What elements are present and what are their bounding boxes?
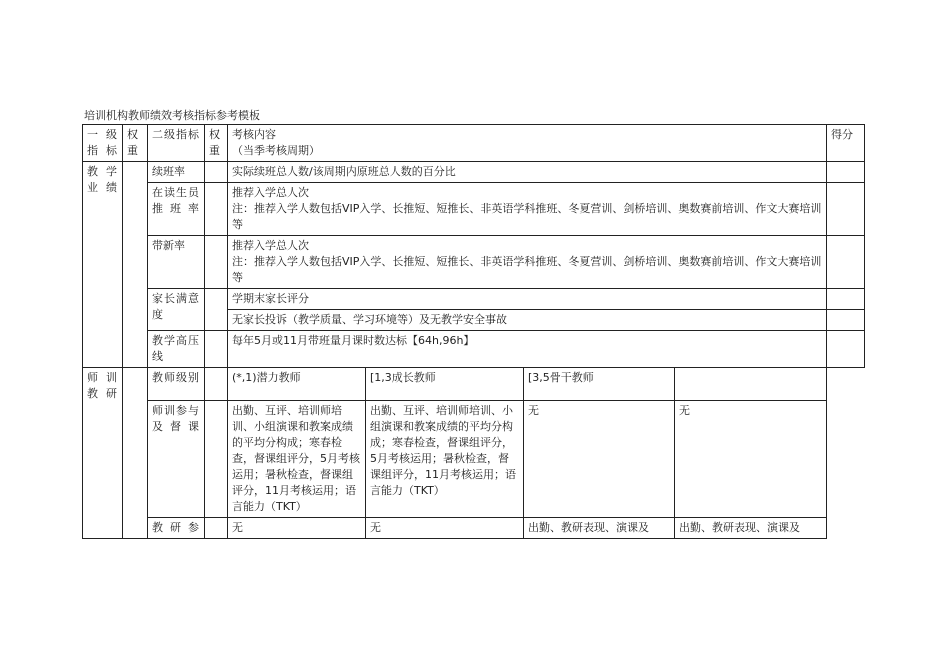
- content-line: 推荐入学总人次: [232, 239, 309, 252]
- teaching-score-2: [827, 236, 865, 289]
- training-research-row: [83, 518, 865, 539]
- research-col-0: 无: [228, 518, 366, 539]
- teaching-row-3a: [83, 289, 865, 310]
- training-score: [827, 368, 865, 539]
- teaching-name-4: 教学高压线: [148, 331, 205, 368]
- research-col-3: 出勤、教研表现、演课及: [675, 518, 827, 539]
- training-participation-row: [83, 401, 865, 518]
- teaching-content-0: [228, 162, 827, 183]
- header-weight2: 权重: [205, 125, 228, 162]
- teaching-row-2: [83, 236, 865, 289]
- teaching-weight-0: [205, 162, 228, 183]
- teaching-weight-1: [205, 183, 228, 236]
- participation-col-2: 无: [524, 401, 675, 518]
- header-score: 得分: [827, 125, 865, 162]
- header-content-sub: （当季考核周期）: [232, 144, 320, 157]
- teaching-name-2: 带新率: [148, 236, 205, 289]
- training-level1: 师训教研: [83, 368, 123, 539]
- teaching-content-3b: [228, 310, 827, 331]
- level-col-3: [675, 368, 827, 401]
- participation-col-3: 无: [675, 401, 827, 518]
- training-level-weight: [205, 368, 228, 401]
- content-line: 实际续班总人数/该周期内原班总人数的百分比: [232, 165, 456, 178]
- assessment-table: [82, 124, 865, 539]
- training-level-row: [83, 368, 865, 401]
- header-level2: 二级指标: [148, 125, 205, 162]
- training-level-name: 教师级别: [148, 368, 205, 401]
- training-weight1: [123, 368, 148, 539]
- teaching-content-3a: [228, 289, 827, 310]
- header-content-title: 考核内容: [232, 128, 276, 141]
- research-col-1: 无: [366, 518, 524, 539]
- teaching-weight-4: [205, 331, 228, 368]
- content-line: 学期末家长评分: [232, 292, 309, 305]
- research-name: 教研参: [148, 518, 205, 539]
- research-weight: [205, 518, 228, 539]
- content-line: 推荐入学总人次: [232, 186, 309, 199]
- teaching-score-3b: [827, 310, 865, 331]
- participation-col-1: 出勤、互评、培训师培训、小组演课和教案成绩的平均分构成；寒春检查，督课组评分，5月考核运用；暑秋检查，督课组评分，11月考核运用；语言能力（TKT）: [366, 401, 524, 518]
- teaching-row-0: [83, 162, 865, 183]
- header-level1: 一级指标: [83, 125, 123, 162]
- level-col-0: (*,1)潜力教师: [228, 368, 366, 401]
- level-col-1: [1,3成长教师: [366, 368, 524, 401]
- teaching-content-4: [228, 331, 827, 368]
- teaching-weight1: [123, 162, 148, 368]
- content-note: 注：推荐入学人数包括VIP入学、长推短、短推长、非英语学科推班、冬夏营训、剑桥培训、奥数赛前培训、作文大赛培训等: [232, 202, 822, 231]
- teaching-content-2: [228, 236, 827, 289]
- participation-col-0: 出勤、互评、培训师培训、小组演课和教案成绩的平均分构成；寒春检查，督课组评分，5月考核运用；暑秋检查，督课组评分，11月考核运用；语言能力（TKT）: [228, 401, 366, 518]
- teaching-score-3a: [827, 289, 865, 310]
- teaching-content-1: [228, 183, 827, 236]
- teaching-score-4: [827, 331, 865, 368]
- teaching-weight-3: [205, 289, 228, 331]
- teaching-name-3: 家长满意度: [148, 289, 205, 331]
- teaching-name-0: 续班率: [148, 162, 205, 183]
- teaching-score-0: [827, 162, 865, 183]
- teaching-level1: 教学业绩: [83, 162, 123, 368]
- participation-name: 师训参与及督课: [148, 401, 205, 518]
- document-title: 培训机构教师绩效考核指标参考模板: [84, 109, 260, 122]
- level-col-2: [3,5骨干教师: [524, 368, 675, 401]
- teaching-weight-2: [205, 236, 228, 289]
- teaching-name-1: 在读生员推班率: [148, 183, 205, 236]
- header-row: [83, 125, 865, 162]
- teaching-row-1: [83, 183, 865, 236]
- content-line: 无家长投诉（教学质量、学习环境等）及无教学安全事故: [232, 313, 507, 326]
- header-content: [228, 125, 827, 162]
- content-line: 每年5月或11月带班量月课时数达标【64h,96h】: [232, 334, 475, 347]
- research-col-2: 出勤、教研表现、演课及: [524, 518, 675, 539]
- header-weight1: 权重: [123, 125, 148, 162]
- teaching-score-1: [827, 183, 865, 236]
- participation-weight: [205, 401, 228, 518]
- teaching-row-4: [83, 331, 865, 368]
- content-note: 注：推荐入学人数包括VIP入学、长推短、短推长、非英语学科推班、冬夏营训、剑桥培训、奥数赛前培训、作文大赛培训等: [232, 255, 822, 284]
